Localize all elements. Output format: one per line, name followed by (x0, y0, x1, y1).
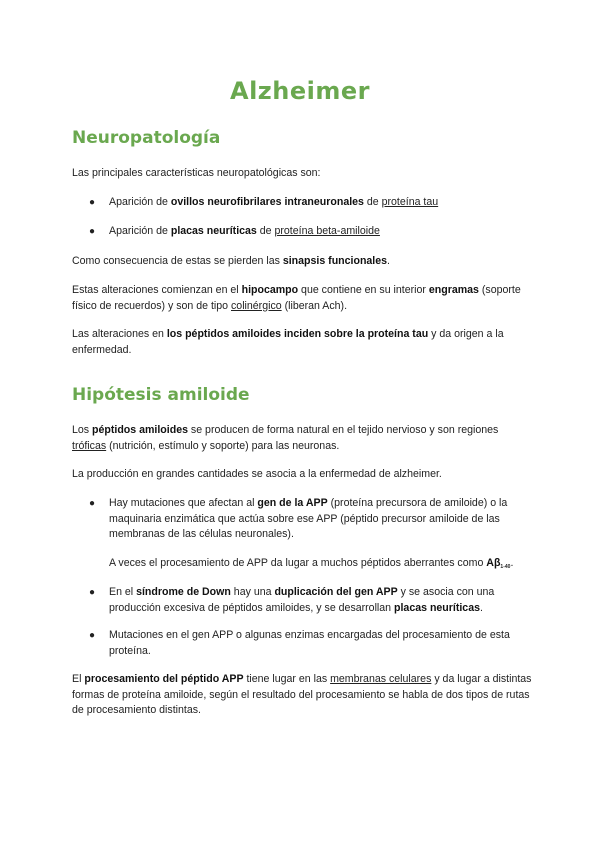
page-title: Alzheimer (230, 77, 370, 105)
bullet-icon: ● (89, 197, 96, 208)
section-heading-neuropatologia: Neuropatología (72, 128, 221, 148)
bullet-icon: ● (89, 630, 96, 641)
bullet-icon: ● (89, 587, 96, 598)
section-heading-hipotesis: Hipótesis amiloide (72, 385, 250, 405)
paragraph: Los péptidos amiloides se producen de forma natural en el tejido nervioso y son regiones tróficas (nutrición, estímulo y soporte) para las neuronas. (72, 424, 499, 452)
paragraph: Las alteraciones en los péptidos amiloides inciden sobre la proteína tau y da origen a la enfermedad. (72, 328, 504, 356)
list-item: ● Hay mutaciones que afectan al gen de la APP (proteína precursora de amiloide) o la maquinaria enzimática que actúa sobre ese APP (péptido precursor amiloide de las membranas de las células neuronales). (89, 497, 508, 540)
list-item: ● Aparición de ovillos neurofibrilares intraneuronales de proteína tau (89, 195, 529, 211)
bullet-icon: ● (89, 498, 96, 509)
paragraph: Como consecuencia de estas se pierden las sinapsis funcionales. (72, 255, 390, 267)
paragraph: El procesamiento del péptido APP tiene lugar en las membranas celulares y da lugar a distintas formas de proteína amiloide, según el resultado del procesamiento se habla de dos tipos de rutas de procesamiento distintas. (72, 673, 532, 716)
paragraph-intro: Las principales características neuropatológicas son: (72, 167, 321, 179)
list-item: ● En el síndrome de Down hay una duplicación del gen APP y se asocia con una producción excesiva de péptidos amiloides, y se desarrollan placas neuríticas. (89, 586, 495, 614)
paragraph: Estas alteraciones comienzan en el hipocampo que contiene en su interior engramas (soporte físico de recuerdos) y son de tipo colinérgico (liberan Ach). (72, 284, 521, 312)
list-item: ● Aparición de placas neuríticas de proteína beta-amiloide (89, 224, 529, 240)
bullet-icon: ● (89, 226, 96, 237)
paragraph: La producción en grandes cantidades se asocia a la enfermedad de alzheimer. (72, 468, 442, 480)
note-paragraph: A veces el procesamiento de APP da lugar a muchos péptidos aberrantes como $A\beta_{1-40}$. (109, 557, 514, 570)
list-item: ● Mutaciones en el gen APP o algunas enzimas encargadas del procesamiento de esta proteína. (89, 629, 510, 657)
